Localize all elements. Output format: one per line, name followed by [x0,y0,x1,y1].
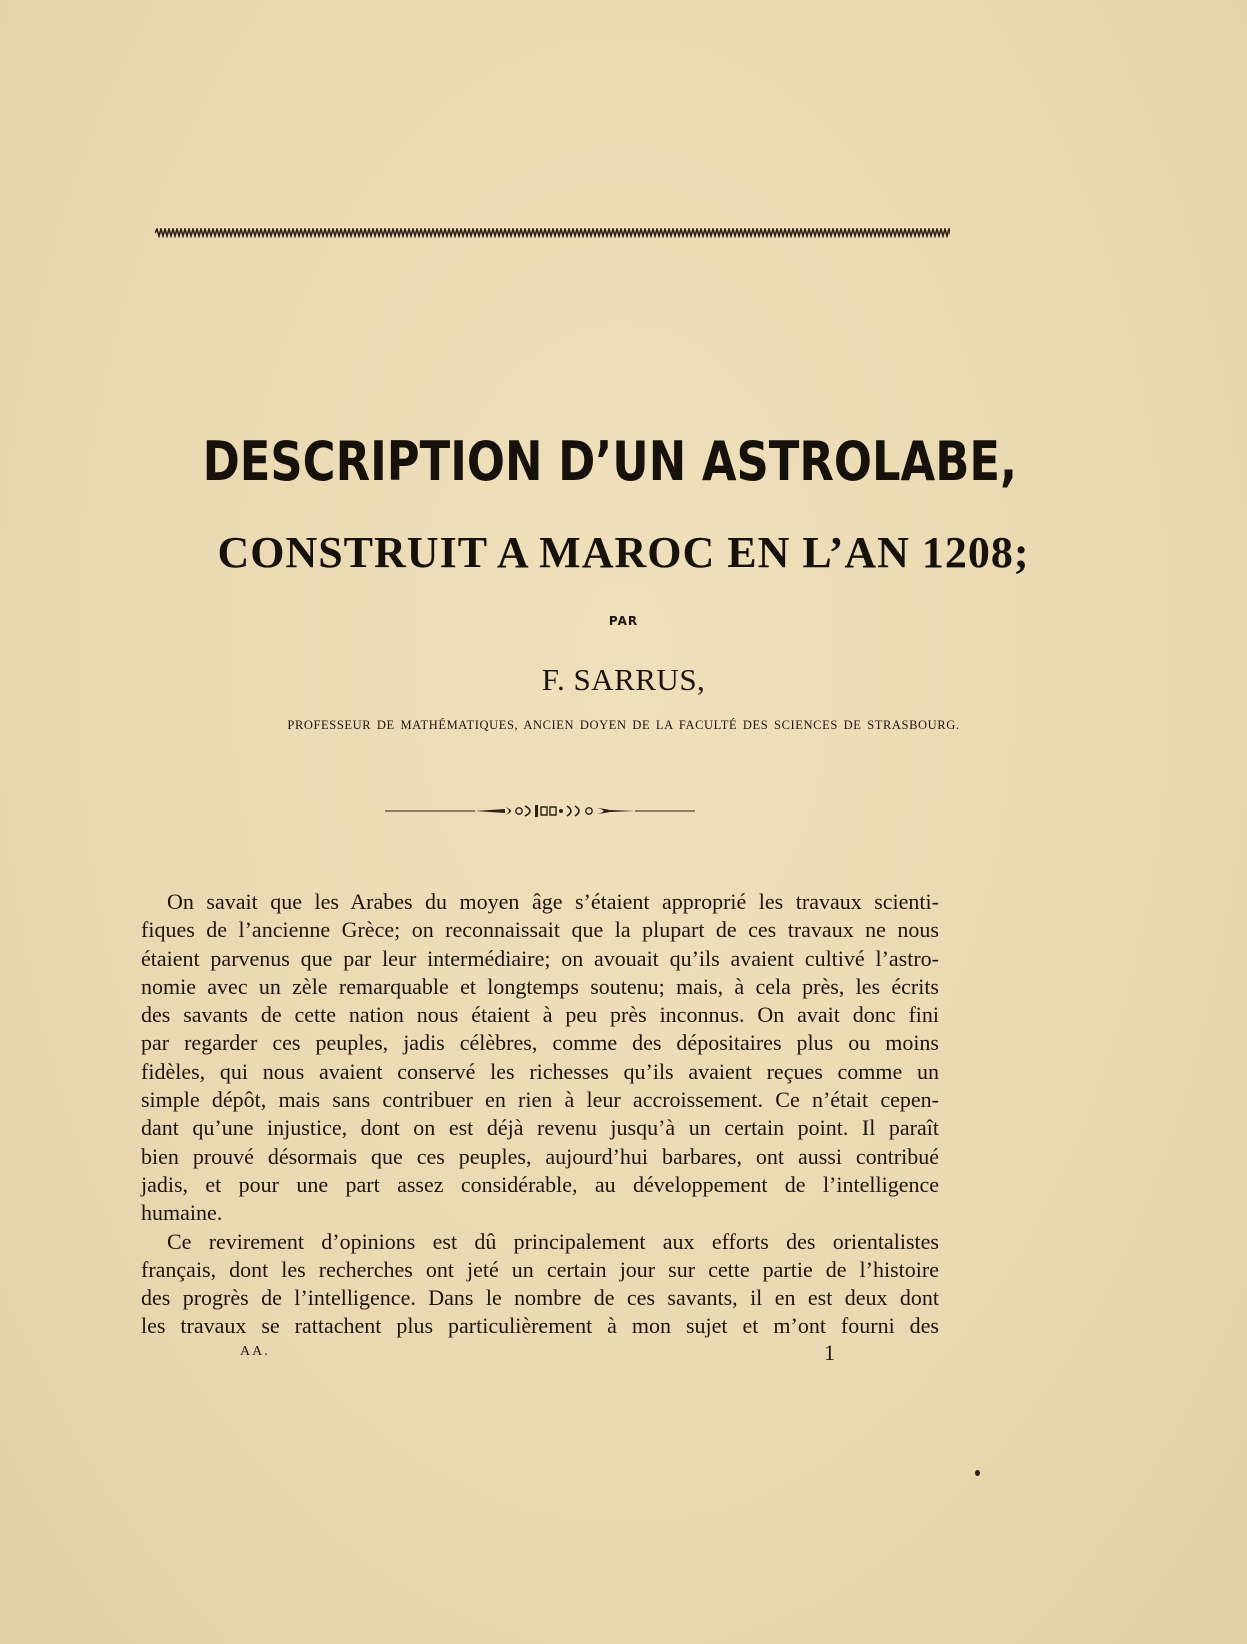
body-line: simple dépôt, mais sans contribuer en rien à leur accroissement. Ce n’était cepen- [141,1087,939,1113]
body-line: Ce revirement d’opinions est dû principalement aux efforts des orientalistes [167,1228,939,1254]
body-line: fiques de l’ancienne Grèce; on reconnaissait que la plupart de ces travaux ne nous [141,917,939,943]
body-line: étaient parvenus que par leur intermédiaire; on avouait qu’ils avaient cultivé l’astro- [141,945,939,971]
author-name: F. SARRUS, [541,662,706,697]
body-line: jadis, et pour une part assez considérable, au développement de l’intelligence [141,1171,939,1197]
body-line: les travaux se rattachent plus particulièrement à mon sujet et m’ont fourni des [141,1313,939,1339]
by-label: PAR [608,614,639,628]
body-line: par regarder ces peuples, jadis célèbres, comme des dépositaires plus ou moins [141,1030,939,1056]
page-number: 1 [824,1340,835,1365]
body-line: des savants de cette nation nous étaient à peu près inconnus. On avait donc fini [141,1002,939,1028]
body-line: dant qu’une injustice, dont on est déjà revenu jusqu’à un certain point. Il paraît [141,1115,939,1141]
author-affiliation: PROFESSEUR DE MATHÉMATIQUES, ANCIEN DOYEN DE LA FACULTÉ DES SCIENCES DE STRASBOURG. [287,718,960,732]
body-line: On savait que les Arabes du moyen âge s’étaient approprié les travaux scienti- [167,889,939,914]
body-text [141,888,939,1341]
ornament-divider [385,800,695,822]
body-line: bien prouvé désormais que ces peuples, aujourd’hui barbares, ont aussi contribué [141,1143,939,1169]
body-line: nomie avec un zèle remarquable et longtemps soutenu; mais, à cela près, les écrits [141,973,939,999]
document-subtitle: CONSTRUIT A MAROC EN L’AN 1208; [217,528,1030,577]
document-title: DESCRIPTION D’UN ASTROLABE, [202,430,1018,493]
body-line: fidèles, qui nous avaient conservé les richesses qu’ils avaient reçues comme un [141,1058,939,1084]
body-line: humaine. [141,1200,223,1226]
paper-speck [975,1470,980,1476]
top-decorative-rule [155,228,950,238]
ornament-graphic [385,800,695,822]
body-line: des progrès de l’intelligence. Dans le nombre de ces savants, il en est deux dont [141,1285,939,1311]
signature-mark: AA. [240,1344,270,1359]
body-line: français, dont les recherches ont jeté un certain jour sur cette partie de l’histoire [141,1256,939,1282]
zigzag-rule-graphic [155,228,950,238]
